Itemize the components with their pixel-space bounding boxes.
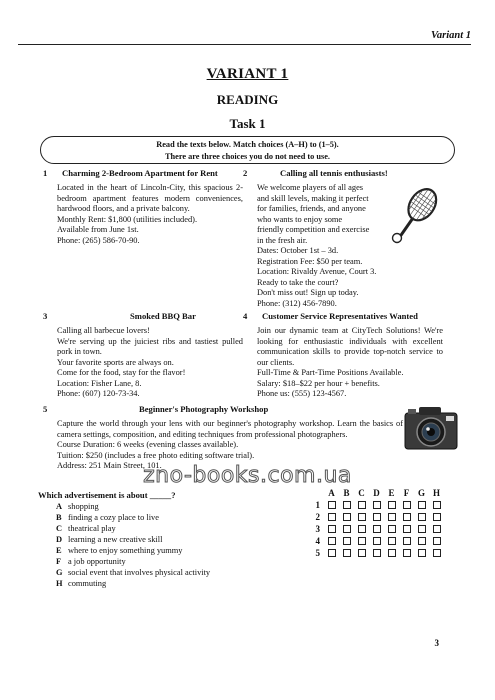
- ad-line: Course Duration: 6 weeks (evening classes available).: [57, 440, 239, 449]
- ad-line: for families, friends, and anyone: [257, 204, 366, 213]
- choice-letter: E: [56, 546, 62, 555]
- answer-checkbox[interactable]: [433, 525, 441, 533]
- ad-line: Location: Rivaldy Avenue, Court 3.: [257, 267, 377, 276]
- ad-line: who wants to enjoy some: [257, 214, 343, 224]
- answer-checkbox[interactable]: [433, 501, 441, 509]
- answer-checkbox[interactable]: [418, 549, 426, 557]
- answer-checkbox[interactable]: [358, 501, 366, 509]
- ad-line: Location: Fisher Lane, 8.: [57, 378, 142, 388]
- ad-line: Calling all barbecue lovers!: [57, 326, 150, 335]
- ad-line: Your favorite sports are always on.: [57, 357, 174, 367]
- ad-title: Calling all tennis enthusiasts!: [280, 168, 388, 178]
- answer-checkbox[interactable]: [433, 513, 441, 521]
- grid-cell: [429, 537, 444, 545]
- ad-paragraph: Capture the world through your lens with our beginner's photography workshop. Learn the basics of camera settings, composition, and editing techniques from professional photographers.: [57, 419, 403, 439]
- answer-checkbox[interactable]: [343, 537, 351, 545]
- ad-number: 4: [243, 311, 248, 321]
- grid-row-label: 1: [315, 500, 320, 510]
- answer-grid-header: [310, 487, 444, 499]
- section-title: READING: [216, 92, 279, 107]
- choice-item: [56, 534, 210, 545]
- answer-checkbox[interactable]: [403, 513, 411, 521]
- grid-column-label: A: [328, 488, 335, 498]
- choice-text: where to enjoy something yummy: [68, 546, 183, 555]
- task-title: Task 1: [229, 116, 266, 131]
- grid-cell: [369, 501, 384, 509]
- grid-cell: [399, 537, 414, 545]
- choice-letter: C: [56, 524, 63, 533]
- grid-cell: [324, 537, 339, 545]
- grid-column-label: G: [417, 488, 425, 498]
- ad-line: Phone: (265) 586-70-90.: [57, 235, 140, 245]
- choice-text: social event that involves physical activity: [68, 568, 211, 577]
- answer-checkbox[interactable]: [358, 549, 366, 557]
- answer-grid-row: [310, 499, 444, 511]
- ad-line: and skill levels, making it perfect: [257, 193, 369, 203]
- ad-line: Phone us: (555) 123-4567.: [257, 389, 347, 398]
- grid-cell: [384, 537, 399, 545]
- watermark: zno-books.com.ua: [143, 463, 352, 488]
- grid-cell: [384, 549, 399, 557]
- ad-title: Customer Service Representatives Wanted: [262, 311, 418, 321]
- answer-checkbox[interactable]: [358, 513, 366, 521]
- grid-cell: [339, 537, 354, 545]
- answer-checkbox[interactable]: [358, 525, 366, 533]
- grid-row-label: 2: [315, 512, 320, 522]
- answer-checkbox[interactable]: [328, 525, 336, 533]
- choice-item: [56, 578, 210, 589]
- choice-letter: B: [56, 513, 62, 522]
- ad-line: Monthly Rent: $1,800 (utilities included).: [57, 214, 198, 224]
- camera-icon: [404, 405, 458, 451]
- answer-checkbox[interactable]: [328, 513, 336, 521]
- instructions-line-2: There are three choices you do not need to use.: [164, 151, 330, 161]
- ad-line: Phone: (312) 456-7890.: [257, 298, 337, 308]
- ad-line: Address: 251 Main Street, 101.: [57, 461, 162, 470]
- answer-checkbox[interactable]: [388, 525, 396, 533]
- answer-checkbox[interactable]: [373, 525, 381, 533]
- choice-text: shopping: [68, 502, 99, 511]
- answer-checkbox[interactable]: [388, 501, 396, 509]
- answer-checkbox[interactable]: [373, 501, 381, 509]
- grid-column-label: D: [373, 488, 380, 498]
- answer-checkbox[interactable]: [403, 549, 411, 557]
- grid-cell: [324, 501, 339, 509]
- ad-number: 1: [43, 168, 48, 178]
- advertisement-3: [43, 311, 243, 400]
- ad-number: 2: [243, 168, 248, 178]
- answer-checkbox[interactable]: [328, 537, 336, 545]
- ad-line: Full-Time & Part-Time Positions Available.: [257, 368, 404, 377]
- ad-paragraph: Join our dynamic team at CityTech Solutions! We're looking for enthusiastic individuals with excellent communication skills to provide top-notch service to our clients.: [257, 326, 443, 367]
- ad-line: Don't miss out! Sign up today.: [257, 288, 359, 297]
- answer-checkbox[interactable]: [373, 513, 381, 521]
- answer-checkbox[interactable]: [418, 537, 426, 545]
- grid-cell: [339, 513, 354, 521]
- choice-item: [56, 545, 210, 556]
- grid-column-label: F: [403, 488, 410, 498]
- ad-line: Phone: (607) 120-73-34.: [57, 389, 140, 398]
- ad-number: 3: [43, 311, 48, 321]
- answer-grid-row: [310, 511, 444, 523]
- answer-checkbox[interactable]: [433, 549, 441, 557]
- variant-title: VARIANT 1: [206, 66, 289, 82]
- answer-checkbox[interactable]: [328, 549, 336, 557]
- answer-checkbox[interactable]: [403, 501, 411, 509]
- answer-checkbox[interactable]: [418, 513, 426, 521]
- grid-cell: [354, 549, 369, 557]
- tennis-racket-icon: [386, 184, 442, 252]
- grid-cell: [429, 525, 444, 533]
- grid-row-label: 3: [315, 524, 320, 534]
- grid-cell: [354, 513, 369, 521]
- header-rule: [18, 44, 471, 45]
- answer-checkbox[interactable]: [358, 537, 366, 545]
- grid-cell: [354, 537, 369, 545]
- answer-checkbox[interactable]: [343, 513, 351, 521]
- running-head: Variant 1: [431, 30, 471, 41]
- grid-cell: [429, 501, 444, 509]
- grid-cell: [369, 525, 384, 533]
- answer-grid: [310, 487, 444, 559]
- grid-cell: [369, 549, 384, 557]
- ad-line: Dates: October 1st – 3d.: [257, 246, 339, 255]
- choice-letter: A: [56, 502, 63, 511]
- grid-cell: [339, 525, 354, 533]
- grid-cell: [369, 537, 384, 545]
- grid-cell: [399, 525, 414, 533]
- grid-cell: [399, 513, 414, 521]
- grid-cell: [414, 501, 429, 509]
- ad-line: Available from June 1st.: [57, 225, 139, 234]
- choice-item: [56, 501, 210, 512]
- ad-number: 5: [43, 404, 48, 414]
- answer-grid-row: [310, 523, 444, 535]
- answer-checkbox[interactable]: [343, 501, 351, 509]
- choice-text: commuting: [68, 579, 107, 588]
- page-number: 3: [434, 638, 439, 648]
- grid-cell: [429, 513, 444, 521]
- answer-checkbox[interactable]: [343, 525, 351, 533]
- grid-cell: [414, 537, 429, 545]
- grid-cell: [429, 549, 444, 557]
- answer-checkbox[interactable]: [403, 537, 411, 545]
- ad-line: friendly competition and exercise: [257, 225, 370, 234]
- ad-line: Salary: $18–$22 per hour + benefits.: [257, 378, 380, 388]
- grid-column-label: H: [432, 488, 440, 498]
- choices-list: [56, 501, 210, 589]
- grid-cell: [384, 513, 399, 521]
- answer-checkbox[interactable]: [373, 549, 381, 557]
- answer-checkbox[interactable]: [388, 537, 396, 545]
- grid-column-label: B: [343, 488, 350, 498]
- answer-grid-row: [310, 535, 444, 547]
- choice-letter: D: [56, 535, 63, 544]
- choice-item: [56, 512, 210, 523]
- ad-line: Come for the food, stay for the flavor!: [57, 368, 186, 377]
- choice-item: [56, 523, 210, 534]
- choice-letter: H: [56, 579, 63, 588]
- ad-title: Charming 2-Bedroom Apartment for Rent: [62, 168, 218, 178]
- grid-cell: [414, 549, 429, 557]
- answer-checkbox[interactable]: [418, 525, 426, 533]
- choice-letter: G: [56, 568, 63, 577]
- choice-item: [56, 556, 210, 567]
- grid-column-label: E: [388, 488, 395, 498]
- answer-checkbox[interactable]: [418, 501, 426, 509]
- instructions-box: [40, 136, 455, 164]
- grid-cell: [384, 525, 399, 533]
- choice-item: [56, 567, 210, 578]
- ad-title: Smoked BBQ Bar: [130, 311, 196, 321]
- grid-cell: [399, 501, 414, 509]
- grid-cell: [399, 549, 414, 557]
- grid-column-label: C: [358, 488, 365, 498]
- answer-checkbox[interactable]: [343, 549, 351, 557]
- grid-cell: [414, 525, 429, 533]
- answer-checkbox[interactable]: [388, 549, 396, 557]
- answer-checkbox[interactable]: [433, 537, 441, 545]
- question-prompt: Which advertisement is about _____?: [38, 490, 176, 500]
- choice-text: theatrical play: [68, 524, 116, 533]
- ad-line: in the fresh air.: [257, 235, 308, 245]
- answer-checkbox[interactable]: [388, 513, 396, 521]
- grid-row-label: 4: [315, 536, 320, 546]
- grid-cell: [339, 549, 354, 557]
- grid-cell: [384, 501, 399, 509]
- grid-cell: [324, 549, 339, 557]
- advertisement-5: [43, 404, 443, 472]
- grid-cell: [369, 513, 384, 521]
- ad-line: Tuition: $250 (includes a free photo editing software trial).: [57, 450, 255, 460]
- instructions-line-1: Read the texts below. Match choices (A–H) to (1–5).: [156, 140, 339, 149]
- choice-text: finding a cozy place to live: [68, 513, 159, 522]
- grid-cell: [354, 501, 369, 509]
- choice-text: a job opportunity: [68, 557, 126, 566]
- advertisement-4: [243, 311, 443, 400]
- ad-line: Registration Fee: $50 per team.: [257, 256, 363, 266]
- grid-cell: [324, 513, 339, 521]
- ad-paragraph: Located in the heart of Lincoln-City, this spacious 2-bedroom apartment features modern conveniences, hardwood floors, and a private balcony.: [57, 183, 243, 213]
- answer-checkbox[interactable]: [373, 537, 381, 545]
- choice-letter: F: [56, 557, 62, 566]
- choice-text: learning a new creative skill: [68, 535, 163, 544]
- ad-paragraph: We're serving up the juiciest ribs and tastiest pulled pork in town.: [57, 336, 243, 356]
- grid-cell: [354, 525, 369, 533]
- ad-title: Beginner's Photography Workshop: [139, 404, 269, 414]
- grid-cell: [324, 525, 339, 533]
- answer-checkbox[interactable]: [328, 501, 336, 509]
- grid-row-label: 5: [315, 548, 320, 558]
- ad-line: Ready to take the court?: [257, 277, 339, 287]
- ad-line: We welcome players of all ages: [257, 183, 364, 192]
- grid-cell: [339, 501, 354, 509]
- answer-checkbox[interactable]: [403, 525, 411, 533]
- advertisement-1: [43, 168, 243, 246]
- grid-cell: [414, 513, 429, 521]
- answer-grid-row: [310, 547, 444, 559]
